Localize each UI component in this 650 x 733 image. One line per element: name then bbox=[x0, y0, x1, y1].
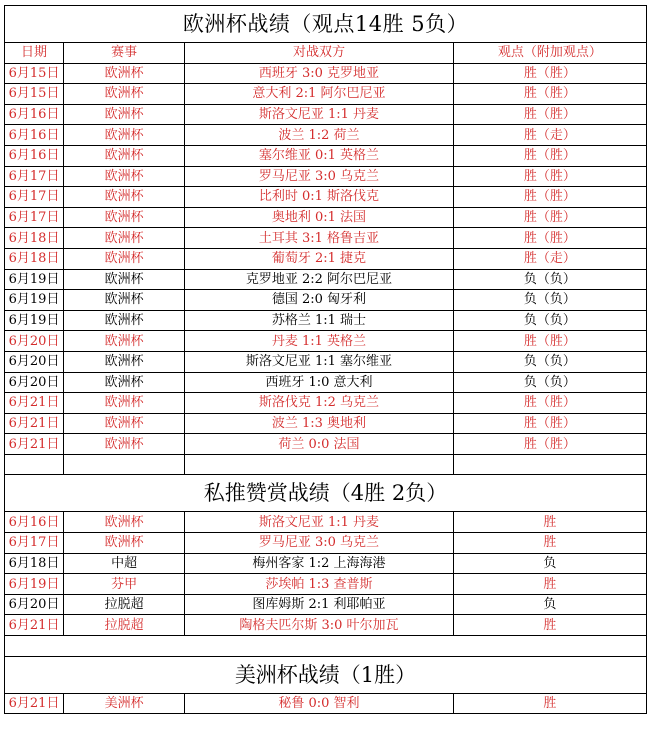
match-cell: 斯洛文尼亚 1:1 塞尔维亚 bbox=[185, 351, 453, 372]
view-cell: 胜 bbox=[453, 512, 646, 533]
header-date: 日期 bbox=[5, 43, 64, 64]
match-cell: 塞尔维亚 0:1 英格兰 bbox=[185, 145, 453, 166]
view-cell: 胜（胜） bbox=[453, 84, 646, 105]
match-cell: 苏格兰 1:1 瑞士 bbox=[185, 310, 453, 331]
event-cell: 欧洲杯 bbox=[64, 393, 185, 414]
event-cell: 中超 bbox=[64, 553, 185, 574]
event-cell: 美洲杯 bbox=[64, 693, 185, 714]
view-cell: 负 bbox=[453, 594, 646, 615]
match-cell: 奥地利 0:1 法国 bbox=[185, 207, 453, 228]
match-cell: 梅州客家 1:2 上海海港 bbox=[185, 553, 453, 574]
date-cell: 6月15日 bbox=[5, 84, 64, 105]
date-cell: 6月18日 bbox=[5, 228, 64, 249]
match-cell: 陶格夫匹尔斯 3:0 叶尔加瓦 bbox=[185, 615, 453, 636]
table-row bbox=[5, 594, 647, 615]
date-cell: 6月16日 bbox=[5, 145, 64, 166]
view-cell: 胜（胜） bbox=[453, 104, 646, 125]
date-cell: 6月17日 bbox=[5, 207, 64, 228]
date-cell: 6月20日 bbox=[5, 351, 64, 372]
event-cell: 欧洲杯 bbox=[64, 310, 185, 331]
event-cell: 欧洲杯 bbox=[64, 104, 185, 125]
event-cell: 欧洲杯 bbox=[64, 187, 185, 208]
date-cell: 6月20日 bbox=[5, 372, 64, 393]
empty-cell bbox=[5, 454, 64, 475]
date-cell: 6月17日 bbox=[5, 166, 64, 187]
table-row bbox=[5, 615, 647, 636]
table-row bbox=[5, 290, 647, 311]
view-cell: 胜（走） bbox=[453, 248, 646, 269]
empty-cell bbox=[64, 454, 185, 475]
view-cell: 负（负） bbox=[453, 269, 646, 290]
table-row bbox=[5, 533, 647, 554]
view-cell: 胜（胜） bbox=[453, 434, 646, 455]
spacer-row bbox=[5, 454, 647, 475]
match-cell: 比利时 0:1 斯洛伐克 bbox=[185, 187, 453, 208]
date-cell: 6月21日 bbox=[5, 413, 64, 434]
view-cell: 胜 bbox=[453, 693, 646, 714]
table-row bbox=[5, 351, 647, 372]
event-cell: 欧洲杯 bbox=[64, 413, 185, 434]
event-cell: 拉脱超 bbox=[64, 594, 185, 615]
view-cell: 胜（胜） bbox=[453, 228, 646, 249]
table-row bbox=[5, 63, 647, 84]
date-cell: 6月18日 bbox=[5, 248, 64, 269]
view-cell: 胜（胜） bbox=[453, 166, 646, 187]
table-row bbox=[5, 331, 647, 352]
event-cell: 欧洲杯 bbox=[64, 372, 185, 393]
match-cell: 西班牙 1:0 意大利 bbox=[185, 372, 453, 393]
euro-section-title: 欧洲杯战绩（观点14胜 5负） bbox=[5, 6, 647, 43]
event-cell: 欧洲杯 bbox=[64, 207, 185, 228]
event-cell: 欧洲杯 bbox=[64, 533, 185, 554]
event-cell: 拉脱超 bbox=[64, 615, 185, 636]
spacer-row bbox=[5, 636, 647, 657]
date-cell: 6月17日 bbox=[5, 533, 64, 554]
date-cell: 6月15日 bbox=[5, 63, 64, 84]
view-cell: 胜（胜） bbox=[453, 331, 646, 352]
event-cell: 欧洲杯 bbox=[64, 145, 185, 166]
table-row bbox=[5, 228, 647, 249]
empty-cell bbox=[5, 636, 647, 657]
copa-section-title: 美洲杯战绩（1胜） bbox=[5, 656, 647, 693]
view-cell: 胜（胜） bbox=[453, 145, 646, 166]
event-cell: 芬甲 bbox=[64, 574, 185, 595]
date-cell: 6月21日 bbox=[5, 615, 64, 636]
view-cell: 胜（胜） bbox=[453, 393, 646, 414]
match-cell: 罗马尼亚 3:0 乌克兰 bbox=[185, 533, 453, 554]
event-cell: 欧洲杯 bbox=[64, 512, 185, 533]
match-cell: 斯洛文尼亚 1:1 丹麦 bbox=[185, 512, 453, 533]
view-cell: 胜 bbox=[453, 615, 646, 636]
date-cell: 6月20日 bbox=[5, 594, 64, 615]
event-cell: 欧洲杯 bbox=[64, 434, 185, 455]
view-cell: 胜（胜） bbox=[453, 63, 646, 84]
match-cell: 罗马尼亚 3:0 乌克兰 bbox=[185, 166, 453, 187]
match-cell: 丹麦 1:1 英格兰 bbox=[185, 331, 453, 352]
private-section-title-row bbox=[5, 475, 647, 512]
table-row bbox=[5, 393, 647, 414]
view-cell: 负（负） bbox=[453, 372, 646, 393]
private-section-title: 私推赞赏战绩（4胜 2负） bbox=[5, 475, 647, 512]
view-cell: 负（负） bbox=[453, 351, 646, 372]
date-cell: 6月16日 bbox=[5, 104, 64, 125]
view-cell: 负（负） bbox=[453, 310, 646, 331]
view-cell: 胜（胜） bbox=[453, 413, 646, 434]
record-sheet bbox=[4, 5, 647, 714]
view-cell: 负 bbox=[453, 553, 646, 574]
match-cell: 莎埃帕 1:3 查普斯 bbox=[185, 574, 453, 595]
date-cell: 6月20日 bbox=[5, 331, 64, 352]
table-row bbox=[5, 104, 647, 125]
event-cell: 欧洲杯 bbox=[64, 84, 185, 105]
match-cell: 意大利 2:1 阿尔巴尼亚 bbox=[185, 84, 453, 105]
date-cell: 6月18日 bbox=[5, 553, 64, 574]
event-cell: 欧洲杯 bbox=[64, 290, 185, 311]
table-row bbox=[5, 207, 647, 228]
date-cell: 6月21日 bbox=[5, 434, 64, 455]
match-cell: 西班牙 3:0 克罗地亚 bbox=[185, 63, 453, 84]
match-cell: 德国 2:0 匈牙利 bbox=[185, 290, 453, 311]
date-cell: 6月16日 bbox=[5, 512, 64, 533]
table-row bbox=[5, 693, 647, 714]
euro-title-row bbox=[5, 6, 647, 43]
view-cell: 负（负） bbox=[453, 290, 646, 311]
event-cell: 欧洲杯 bbox=[64, 228, 185, 249]
table-row bbox=[5, 574, 647, 595]
date-cell: 6月19日 bbox=[5, 269, 64, 290]
record-table bbox=[4, 5, 647, 714]
header-view: 观点（附加观点） bbox=[453, 43, 646, 64]
event-cell: 欧洲杯 bbox=[64, 331, 185, 352]
event-cell: 欧洲杯 bbox=[64, 166, 185, 187]
table-row bbox=[5, 269, 647, 290]
view-cell: 胜（走） bbox=[453, 125, 646, 146]
event-cell: 欧洲杯 bbox=[64, 248, 185, 269]
match-cell: 秘鲁 0:0 智利 bbox=[185, 693, 453, 714]
table-row bbox=[5, 145, 647, 166]
match-cell: 克罗地亚 2:2 阿尔巴尼亚 bbox=[185, 269, 453, 290]
match-cell: 图库姆斯 2:1 利耶帕亚 bbox=[185, 594, 453, 615]
table-row bbox=[5, 248, 647, 269]
match-cell: 斯洛文尼亚 1:1 丹麦 bbox=[185, 104, 453, 125]
date-cell: 6月19日 bbox=[5, 310, 64, 331]
view-cell: 胜（胜） bbox=[453, 187, 646, 208]
table-row bbox=[5, 125, 647, 146]
table-row bbox=[5, 512, 647, 533]
empty-cell bbox=[185, 454, 453, 475]
event-cell: 欧洲杯 bbox=[64, 351, 185, 372]
match-cell: 波兰 1:2 荷兰 bbox=[185, 125, 453, 146]
empty-cell bbox=[453, 454, 646, 475]
table-row bbox=[5, 84, 647, 105]
event-cell: 欧洲杯 bbox=[64, 125, 185, 146]
table-row bbox=[5, 413, 647, 434]
date-cell: 6月19日 bbox=[5, 574, 64, 595]
date-cell: 6月16日 bbox=[5, 125, 64, 146]
table-row bbox=[5, 553, 647, 574]
header-row bbox=[5, 43, 647, 64]
table-row bbox=[5, 310, 647, 331]
date-cell: 6月19日 bbox=[5, 290, 64, 311]
match-cell: 波兰 1:3 奥地利 bbox=[185, 413, 453, 434]
copa-section-title-row bbox=[5, 656, 647, 693]
table-row bbox=[5, 372, 647, 393]
match-cell: 葡萄牙 2:1 捷克 bbox=[185, 248, 453, 269]
table-row bbox=[5, 187, 647, 208]
match-cell: 土耳其 3:1 格鲁吉亚 bbox=[185, 228, 453, 249]
view-cell: 胜 bbox=[453, 574, 646, 595]
view-cell: 胜（胜） bbox=[453, 207, 646, 228]
table-row bbox=[5, 166, 647, 187]
table-row bbox=[5, 434, 647, 455]
date-cell: 6月21日 bbox=[5, 393, 64, 414]
view-cell: 胜 bbox=[453, 533, 646, 554]
match-cell: 斯洛伐克 1:2 乌克兰 bbox=[185, 393, 453, 414]
event-cell: 欧洲杯 bbox=[64, 269, 185, 290]
match-cell: 荷兰 0:0 法国 bbox=[185, 434, 453, 455]
event-cell: 欧洲杯 bbox=[64, 63, 185, 84]
date-cell: 6月21日 bbox=[5, 693, 64, 714]
header-event: 赛事 bbox=[64, 43, 185, 64]
header-match: 对战双方 bbox=[185, 43, 453, 64]
date-cell: 6月17日 bbox=[5, 187, 64, 208]
